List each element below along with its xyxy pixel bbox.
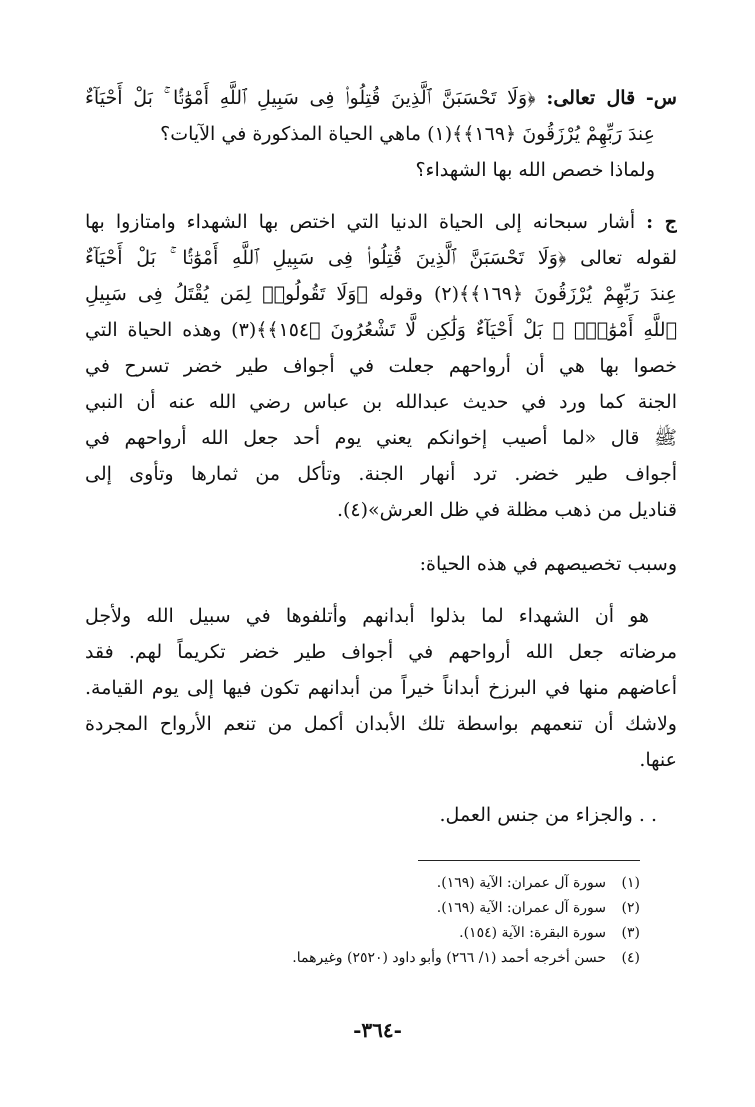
footnote-number: (٢) [621,900,640,916]
footnote-number: (١) [621,875,640,891]
answer-line-7: ﷺ قال «لما أصيب إخوانكم يعني يوم أحد جعل الله أرواحهم في [85,427,677,449]
answer-line-8: أجواف طير خضر. ترد أنهار الجنة. وتأكل من ثمارها وتأوى إلى [85,463,677,485]
footnote-1 [80,871,640,896]
reason-line-4: ولاشك أن تنعمهم بواسطة تلك الأبدان أكمل من تنعم الأرواح المجردة [85,713,677,735]
answer-line-5: خصوا بها هي أن أرواحهم جعلت في أجواف طير خضر تسرح في [85,355,677,377]
page-number: -٣٦٤- [353,1018,402,1042]
footnote-number: (٤) [621,950,640,966]
footnote-text: حسن أخرجه أحمد (١/ ٢٦٦) وأبو داود (٢٥٢٠) وغيرهما. [292,950,606,966]
question-verse: ﴿وَلَا تَحْسَبَنَّ ٱلَّذِينَ قُتِلُوا۟ فِى سَبِيلِ ٱللَّهِ أَمْوَٰتًۢا ۚ بَلْ أَحْيَآءٌ [85,87,536,109]
footnote-2 [80,896,640,921]
question-line-3: ولماذا خصص الله بها الشهداء؟ [415,159,655,181]
footnote-3 [80,921,640,946]
answer-line-2: لقوله تعالى ﴿وَلَا تَحْسَبَنَّ ٱلَّذِينَ قُتِلُوا۟ فِى سَبِيلِ ٱللَّهِ أَمْوَٰتًۢا ۚ بَلْ أَحْيَآءٌ [85,247,677,269]
footnote-divider [418,860,640,861]
answer-line-6: الجنة كما ورد في حديث عبدالله بن عباس رضي الله عنه أن النبي [85,391,677,413]
reason-line-2: مرضاته جعل الله أرواحهم في أجواف طير خضر تكريماً لهم. فقد [85,641,677,663]
reason-paragraph [85,598,677,778]
question-label: قال تعالى: [546,87,636,109]
answer-line-1 [85,204,677,240]
answer-paragraph [85,204,677,528]
footnote-number: (٣) [621,925,640,941]
reason-line-1: هو أن الشهداء لما بذلوا أبدانهم وأتلفوها في سبيل الله ولأجل [85,605,649,627]
answer-line-4: ٱللَّهِ أَمْوَٰتٌۢ ۚ بَلْ أَحْيَآءٌ وَلَٰكِن لَّا تَشْعُرُونَ ﴿١٥٤﴾﴾(٣) وهذه الحياة التي [85,319,677,341]
reason-line-5: عنها. [639,749,677,771]
answer-line-9: قناديل من ذهب مظلة في ظل العرش»(٤). [336,499,677,521]
closing-line: . . والجزاء من جنس العمل. [439,804,657,826]
answer-marker: ج : [646,211,677,233]
question-paragraph [85,80,677,188]
question-line-2: عِندَ رَبِّهِمْ يُرْزَقُونَ ﴿١٦٩﴾﴾(١) ماهي الحياة المذكورة في الآيات؟ [160,123,655,145]
question-marker: س- [645,87,677,109]
footnote-text: سورة آل عمران: الآية (١٦٩). [436,875,606,891]
footnote-text: سورة البقرة: الآية (١٥٤). [459,925,606,941]
footnote-text: سورة آل عمران: الآية (١٦٩). [436,900,606,916]
question-line-1 [85,80,677,116]
footnote-4 [80,946,640,971]
answer-line-3: عِندَ رَبِّهِمْ يُرْزَقُونَ ﴿١٦٩﴾﴾(٢) وقوله ﴿وَلَا تَقُولُوا۟ لِمَن يُقْتَلُ فِى سَبِيلِ [85,283,677,305]
reason-heading: وسبب تخصيصهم في هذه الحياة: [419,553,677,575]
footnotes [80,871,640,971]
reason-line-3: أعاضهم منها في البرزخ أبداناً خيراً من أبدانهم تكون فيها إلى يوم القيامة. [85,677,677,699]
answer-line-1-text: أشار سبحانه إلى الحياة الدنيا التي اختص بها الشهداء وامتازوا بها [85,211,636,233]
